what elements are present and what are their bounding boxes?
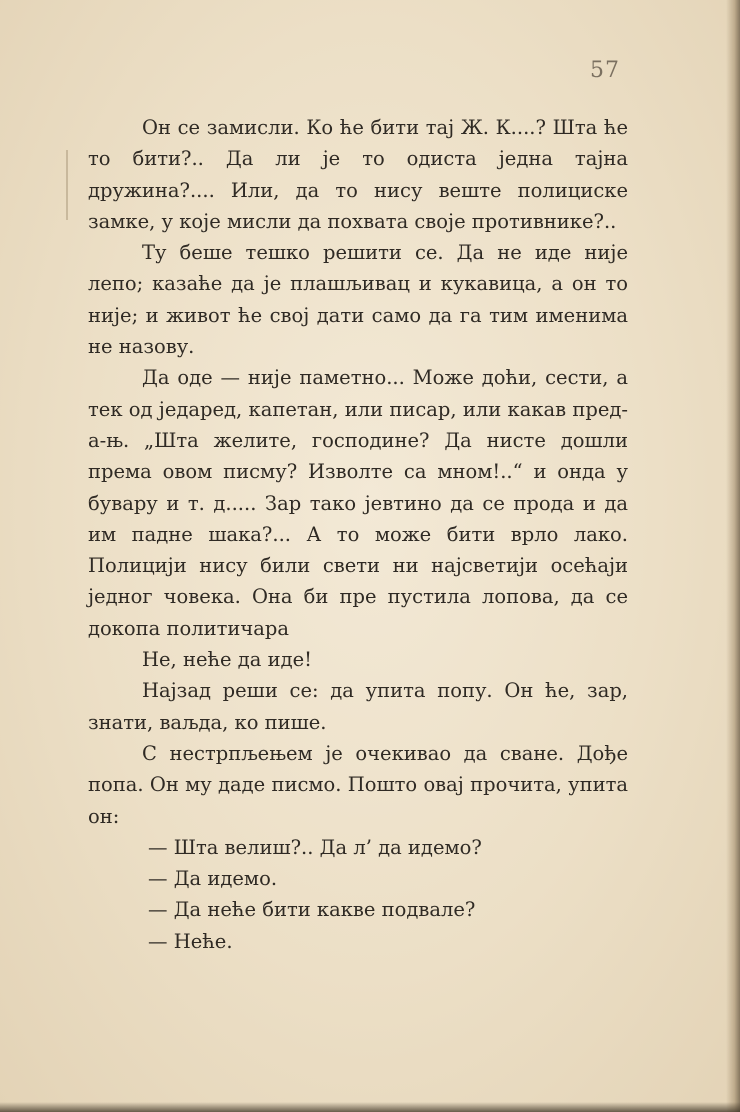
paragraph: Он се замисли. Ко ће бити тај Ж. К....? Шта ће то бити?.. Да ли је то одиста једна тајна дружина?.... Или, да то нису вeште полициске замке, у које мисли да похвата своје противнике?..: [88, 116, 628, 233]
dialogue-line: — Неће.: [148, 929, 233, 953]
dialogue-line: — Шта велиш?.. Да л’ да идемо?: [148, 835, 482, 859]
page-number: 57: [590, 58, 620, 83]
page-bottom-shadow: [0, 1102, 740, 1112]
paragraph: Не, неће да иде!: [142, 648, 312, 672]
margin-mark: [66, 150, 68, 220]
paragraph: С нестрпљењем је очекивао да сване. Дође попа. Он му даде писмо. Пошто овај прочита, упита он:: [88, 741, 628, 828]
page-edge-shadow: [726, 0, 740, 1112]
paragraph: Најзад реши се: да упита попу. Он ће, зар, знати, ваљда, ко пише.: [88, 679, 628, 734]
dialogue-line: — Да неће бити какве подвале?: [148, 898, 476, 922]
dialogue-line: — Да идемо.: [148, 867, 278, 891]
page-text: [88, 112, 628, 957]
paragraph: Да оде — није паметно... Може доћи, сести, а тек од једаред, капетан, или писар, или какав пред-а-њ. „Шта желите, господине? Да нисте дошли према овом писму? Изволте са мном!..“ и онда у бувару и т. д..... Зар тако јевтино да се прода и да им падне шака?... А то може бити врло лако. Полицији нису били свети ни најсветији осећаји једног човека. Она би пре пустила лопова, да се докопа политичара: [88, 366, 628, 640]
paragraph: Ту беше тешко решити се. Да не иде није лепо; казаће да је плашљивац и кукавица, а он то није; и живот ће свој дати само да га тим именима не назову.: [88, 241, 628, 359]
